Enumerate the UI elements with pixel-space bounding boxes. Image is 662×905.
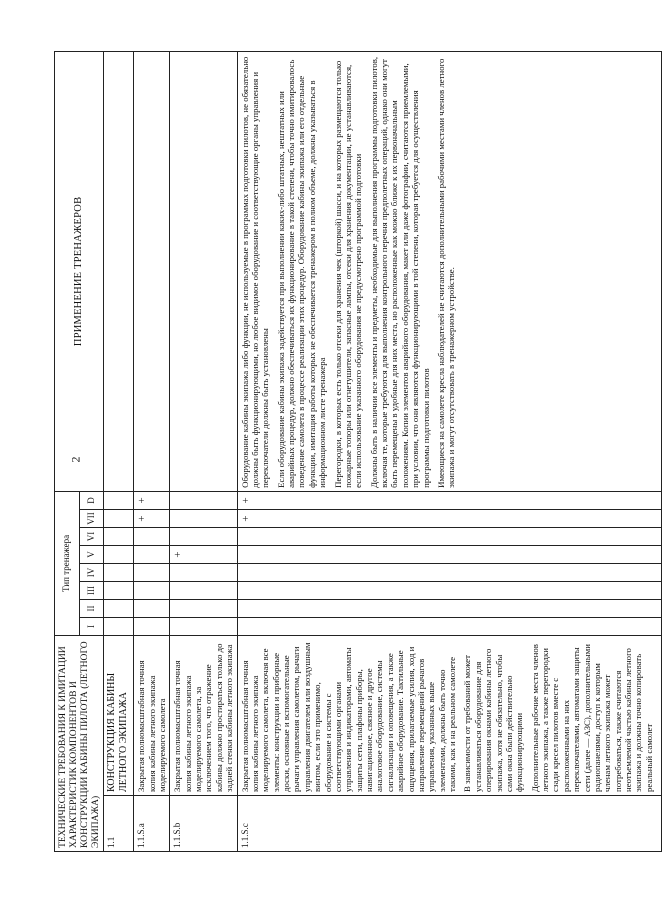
row-title [237, 635, 662, 795]
mark-cell [170, 617, 237, 635]
application-paragraph: Должны быть в наличии все элементы и предметы, необходимые для выполнения программы подготовки пилотов, включая те, которые требуются для выполнения контрольного перечня предполетных операций, однако они могут быть перемещены в удобные для них места, но расположенные как можно ближе к их первоначальным положениям. Копии элементов аварийного оборудования, макет или даже фотографии, считаются приемлемыми, при условии, что они являются функционирующими в той степени, которая требуется для осуществления программы подготовки пилотов [368, 56, 431, 488]
mark-cell [237, 599, 662, 617]
application-cell [104, 51, 134, 491]
mark-cell [237, 563, 662, 581]
application-cell [134, 51, 170, 491]
mark-cell [104, 491, 134, 509]
table-row [170, 51, 237, 851]
mark-cell [104, 617, 134, 635]
table-row [237, 51, 662, 851]
mark-cell [170, 491, 237, 509]
col-vii: VII [79, 509, 104, 527]
mark-cell [134, 599, 170, 617]
application-heading: ПРИМЕНЕНИЕ ТРЕНАЖЕРОВ [55, 51, 104, 491]
mark-cell [104, 581, 134, 599]
mark-cell: + [237, 491, 662, 509]
mark-cell [170, 581, 237, 599]
mark-cell [170, 527, 237, 545]
application-paragraph: Имеющиеся на самолете кресла наблюдателей не считаются дополнительными рабочими местами членов летного экипажа и могут отсутствовать в тренажерном устройстве. [435, 58, 457, 488]
col-vi: VI [79, 527, 104, 545]
mark-cell [104, 545, 134, 563]
col-i: I [79, 617, 104, 635]
mark-cell: + [134, 491, 170, 509]
col-iii: III [79, 581, 104, 599]
application-cell [170, 51, 237, 491]
title-paragraph: В зависимости от требований может устанавливаться оборудование для оперирования окнами кабины летного экипажа, хотя не обязательно, чтобы сами окна были действительно функционирующими [462, 648, 525, 792]
mark-cell [237, 617, 662, 635]
mark-cell: + [237, 509, 662, 527]
table-row [104, 51, 134, 851]
mark-cell [170, 599, 237, 617]
mark-cell [104, 599, 134, 617]
requirements-table [54, 51, 662, 852]
mark-cell [237, 545, 662, 563]
simulator-type-heading: Тип тренажера [55, 491, 80, 635]
mark-cell: + [134, 509, 170, 527]
header-row-1 [55, 51, 80, 851]
row-title: КОНСТРУКЦИЯ КАБИНЫ ЛЕТНОГО ЭКИПАЖА [104, 635, 134, 795]
requirements-table-container [54, 52, 654, 852]
page-number: 2 [68, 456, 83, 463]
title-paragraph: Закрытая полномасштабная точная копия кабины летного экипажа моделируемого самолета, включая все элементы: конструкции и приборные доски, основные и вспомогательные рычаги управления самолетом, рычаги управления двигателем или воздушным винтом, если это применимо, оборудование и системы с соответствующими органами управления и индикаторами, автоматы защиты сети, плафоны приборы, навигационное, связное и другое аналоговое оборудование, системы сигнализации и оповещения, а также аварийное оборудование. Тактильные ощущения, прилагаемые усилия, ход и направление перемещений рычагов управления, указанных выше элементами, должны быть точно такими, как и на реальном самолете [239, 642, 457, 792]
mark-cell [134, 563, 170, 581]
requirements-title: ТЕХНИЧЕСКИЕ ТРЕБОВАНИЯ К ИМИТАЦИИ ХАРАКТЕРИСТИК КОМПОНЕНТОВ И КОНСТРУКЦИИ КАБИНЫ ПИЛОТА (ЛЕТНОГО ЭКИПАЖА) [55, 635, 104, 851]
mark-cell [104, 527, 134, 545]
application-cell [237, 51, 662, 491]
application-paragraph: Если оборудование кабины экипажа задействуется при выполнении каких-либо штатных, нештатных или аварийных процедур, должно обеспечиваться их функционирование в такой степени, чтобы точно имитировалось поведение самолета в процессе реализации этих процедур. Оборудование кабины экипажа или его отдельные функции, имитация работы которых не обеспечивается тренажером в полном объеме, должны указываться в информационном листе тренажера [275, 59, 328, 488]
mark-cell [134, 527, 170, 545]
row-title: Закрытая полномасштабная точная копия кабины летного экипажа моделируемого самолета [134, 635, 170, 795]
col-iv: IV [79, 563, 104, 581]
table-row [134, 51, 170, 851]
row-number: 1.1 [104, 796, 134, 852]
mark-cell [237, 527, 662, 545]
col-d: D [79, 491, 104, 509]
mark-cell [237, 581, 662, 599]
row-title: Закрытая полномасштабная точная копия кабины летного экипажа моделируемого самолета, за исключением того, что отражение кабины должно простираться только до задней стенки кабины летного экипажа [170, 635, 237, 795]
mark-cell [134, 581, 170, 599]
application-paragraph: Оборудование кабины экипажа либо функции, не используемые в программах подготовки пилотов, не обязательно должны быть функционирующими, но любое видимое оборудование и соответствующие органы управления и переключатели должны быть установлены [239, 56, 271, 488]
row-number: 1.1.S.b [170, 796, 237, 852]
application-paragraph: Перегородки, в которых есть только отсеки для хранения чек (шторкой) шасси, и на которых размещаются только пожарные топоры или огнетушители, запасные лампы, отсеки для хранения документации, не устанавливаются, если использование указанного оборудования не предусмотрено программой подготовки [332, 60, 364, 488]
col-ii: II [79, 599, 104, 617]
row-number: 1.1.S.c [237, 796, 662, 852]
mark-cell [104, 509, 134, 527]
mark-cell [170, 563, 237, 581]
mark-cell: + [170, 545, 237, 563]
col-v: V [79, 545, 104, 563]
title-paragraph: Дополнительные рабочие места членов летного экипажа, а также перегородки сзади кресел пилотов вместе с расположенными на них переключателями, автоматами защиты сети (далее — АЗС), дополнительными радиопанелями, доступ к которым членам летного экипажа может потребоваться, также считаются неотъемлемой частью кабины летного экипажа и должны точно копировать реальный самолет [529, 644, 654, 792]
mark-cell [134, 617, 170, 635]
mark-cell [134, 545, 170, 563]
row-number: 1.1.S.a [134, 796, 170, 852]
mark-cell [104, 563, 134, 581]
mark-cell [170, 509, 237, 527]
